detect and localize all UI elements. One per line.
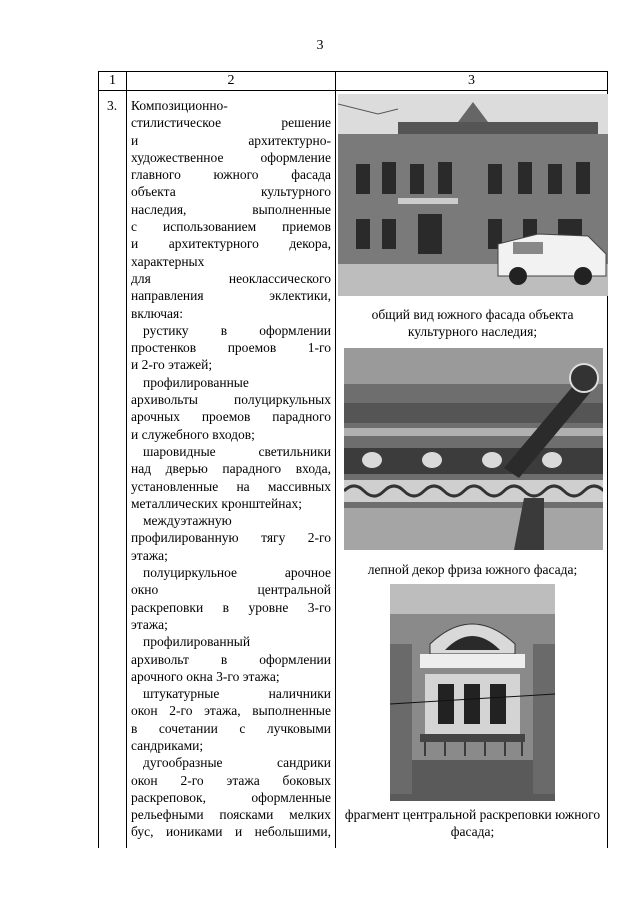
description-line: арочного окна 3-го этажа; — [131, 668, 280, 684]
header-col-1: 1 — [109, 73, 116, 88]
description-line: наследия, выполненные — [131, 201, 331, 217]
description-line: объекта культурного — [131, 184, 331, 200]
description-line: этажа; — [131, 547, 168, 563]
description-line: рельефными поясками мелких — [131, 807, 331, 823]
description-line: главного южного фасада — [131, 167, 331, 183]
table-top-border — [98, 71, 608, 72]
frieze-decor-photo — [344, 348, 603, 550]
description-line: окон 2-го этажа боковых — [131, 772, 331, 788]
description-line: профилированные — [143, 374, 249, 390]
description-line: штукатурные наличники — [143, 686, 331, 702]
description-line: простенков проемов 1-го — [131, 340, 331, 356]
row-number: 3. — [107, 98, 118, 113]
description-line: и 2-го этажей; — [131, 357, 213, 373]
description-line: архивольт в оформлении — [131, 651, 331, 667]
description-line: раскреповки в уровне 3-го — [131, 599, 331, 615]
description-line: и архитектурного декора, — [131, 236, 331, 252]
description-line: профилированный — [143, 634, 251, 650]
header-col-2: 2 — [227, 73, 235, 88]
caption-central-projection: фрагмент центральной раскреповки южного фасада; — [344, 807, 601, 839]
description-line: арочных проемов парадного — [131, 409, 331, 425]
table-col-divider-1 — [126, 71, 127, 848]
description-line: с использованием приемов — [131, 219, 331, 235]
description-line: Композиционно- — [131, 98, 228, 113]
header-col-3: 3 — [468, 73, 475, 88]
description-line: шаровидные светильники — [143, 443, 331, 459]
description-text — [131, 97, 331, 841]
description-line: художественное оформление — [131, 149, 331, 165]
table-col-divider-2 — [335, 71, 336, 848]
description-line: полуциркульное арочное — [143, 565, 331, 581]
description-line: металлических кронштейнах; — [131, 495, 302, 511]
description-line: бус, иониками и небольшими, — [131, 824, 331, 840]
description-line: окон 2-го этажа, выполненные — [131, 703, 331, 719]
description-line: сандриками; — [131, 737, 204, 753]
central-projection-photo — [390, 584, 555, 801]
description-line: архивольты полуциркульных — [131, 392, 331, 408]
description-line: рустику в оформлении — [143, 322, 331, 338]
description-line: раскреповок, оформленные — [131, 789, 331, 805]
description-line: профилированную тягу 2-го — [131, 530, 331, 546]
table-left-border — [98, 71, 99, 848]
caption-facade-general-view: общий вид южного фасада объекта культурного наследия; — [371, 307, 574, 339]
description-line: направления эклектики, — [131, 288, 331, 304]
description-line: дугообразные сандрики — [143, 755, 331, 771]
description-line: и служебного входов; — [131, 426, 255, 442]
facade-general-view-photo — [338, 94, 608, 296]
description-line: окно центральной — [131, 582, 331, 598]
description-line: над дверью парадного входа, — [131, 461, 331, 477]
description-line: этажа; — [131, 616, 168, 632]
description-line: включая: — [131, 305, 183, 321]
description-line: и архитектурно- — [131, 132, 331, 148]
description-line: в сочетании с лучковыми — [131, 720, 331, 736]
description-line: междуэтажную — [143, 513, 232, 529]
description-line: стилистическое решение — [131, 115, 331, 131]
description-line: характерных — [131, 253, 205, 269]
caption-frieze-decor: лепной декор фриза южного фасада; — [367, 562, 578, 577]
table-header-bottom-border — [98, 90, 608, 91]
description-line: для неоклассического — [131, 270, 331, 286]
description-line: установленные на массивных — [131, 478, 331, 494]
page-number: 3 — [316, 38, 324, 53]
